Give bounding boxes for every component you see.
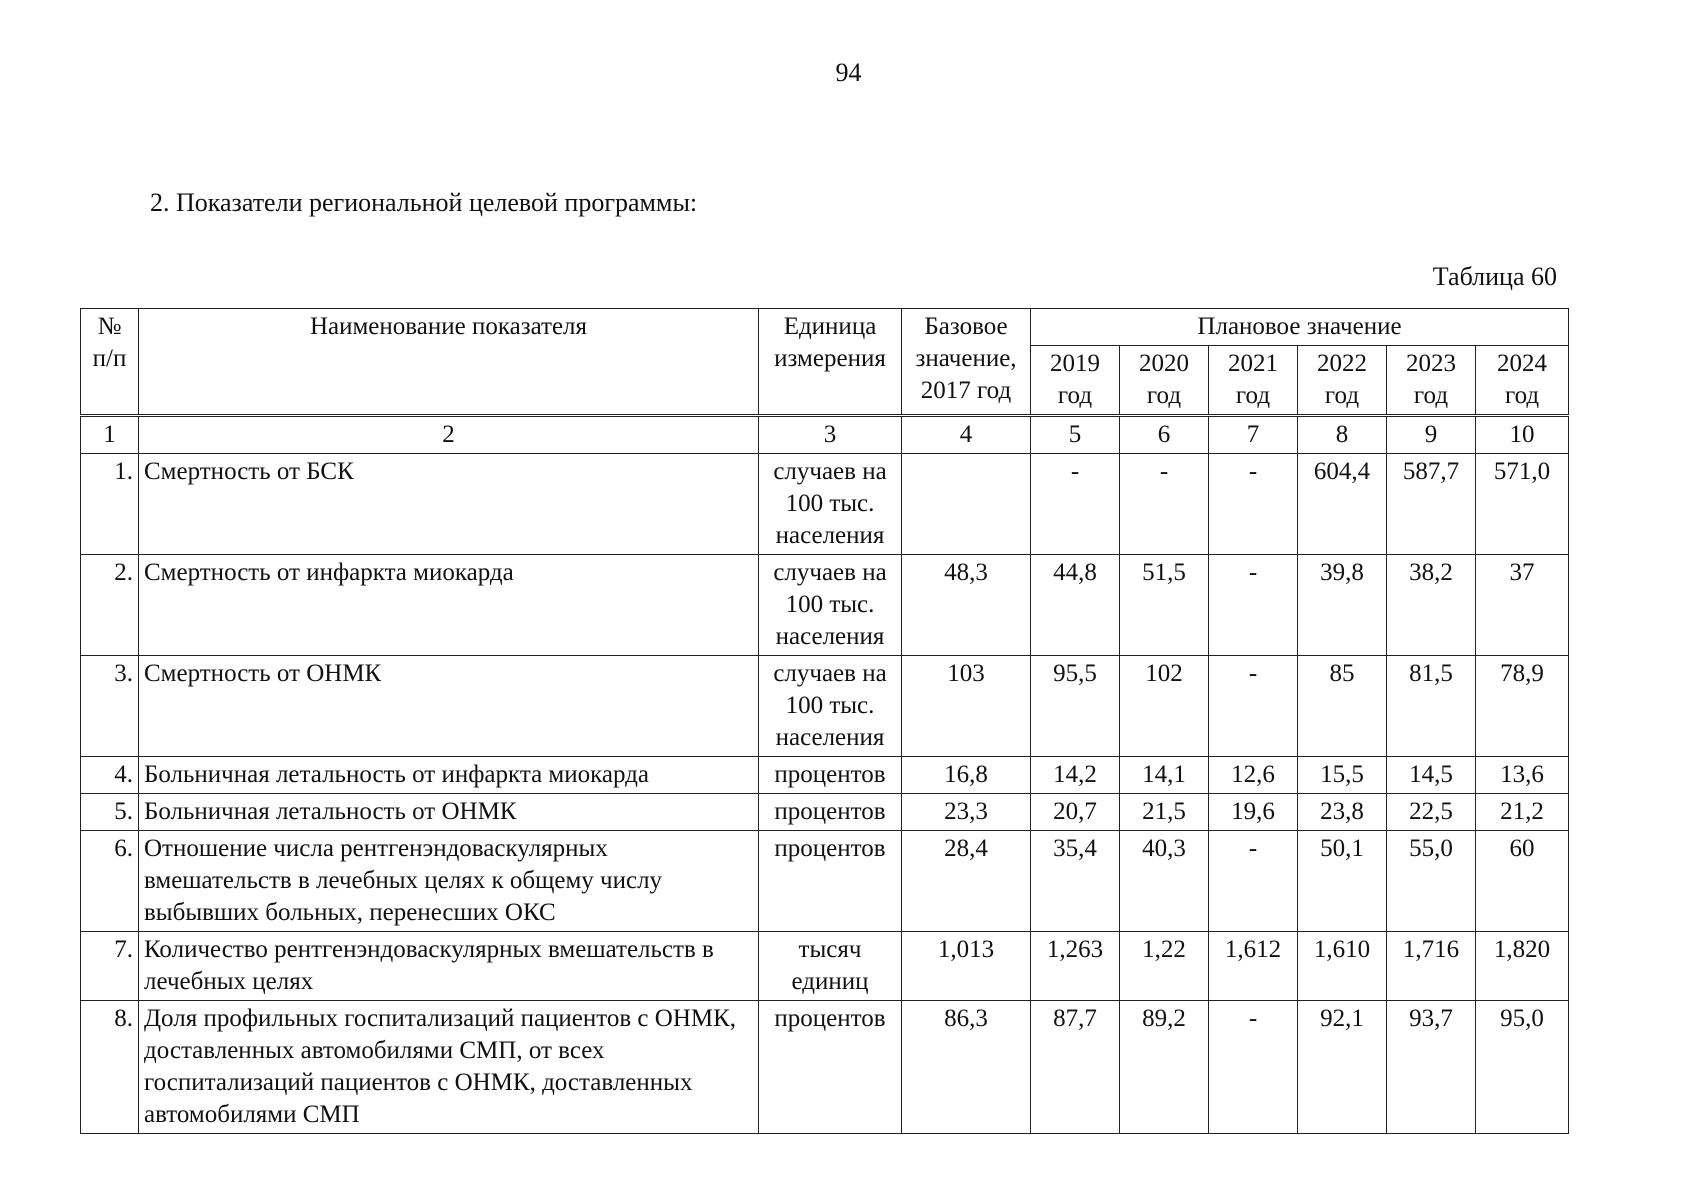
- value-2021: 1,612: [1209, 932, 1298, 1001]
- row-number: 2.: [81, 555, 139, 656]
- column-number: 4: [902, 416, 1031, 454]
- value-2024: 37: [1476, 555, 1569, 656]
- table-row: [81, 757, 1569, 794]
- value-2023: 14,5: [1387, 757, 1476, 794]
- value-2019: 35,4: [1031, 831, 1120, 932]
- value-2022: 23,8: [1298, 794, 1387, 831]
- value-2024: 78,9: [1476, 656, 1569, 757]
- header-year: 2024 год: [1476, 346, 1569, 416]
- row-number: 7.: [81, 932, 139, 1001]
- base-value: 103: [902, 656, 1031, 757]
- base-value: 16,8: [902, 757, 1031, 794]
- header-base: Базовое значение, 2017 год: [902, 309, 1031, 416]
- header-year: 2020 год: [1120, 346, 1209, 416]
- table-row: [81, 1001, 1569, 1134]
- column-number: 7: [1209, 416, 1298, 454]
- value-2022: 50,1: [1298, 831, 1387, 932]
- row-number: 4.: [81, 757, 139, 794]
- column-number: 10: [1476, 416, 1569, 454]
- table-row: [81, 555, 1569, 656]
- value-2021: -: [1209, 656, 1298, 757]
- value-2019: 87,7: [1031, 1001, 1120, 1134]
- value-2021: 12,6: [1209, 757, 1298, 794]
- value-2019: -: [1031, 454, 1120, 555]
- value-2020: -: [1120, 454, 1209, 555]
- column-number-row: [81, 416, 1569, 454]
- base-value: 1,013: [902, 932, 1031, 1001]
- value-2023: 55,0: [1387, 831, 1476, 932]
- unit: случаев на 100 тыс. населения: [759, 555, 902, 656]
- value-2019: 14,2: [1031, 757, 1120, 794]
- header-year: 2022 год: [1298, 346, 1387, 416]
- indicators-table: [80, 308, 1569, 1134]
- unit: тысяч единиц: [759, 932, 902, 1001]
- column-number: 3: [759, 416, 902, 454]
- unit: процентов: [759, 831, 902, 932]
- table-row: [81, 656, 1569, 757]
- base-value: 48,3: [902, 555, 1031, 656]
- header-row-1: [81, 309, 1569, 346]
- unit: случаев на 100 тыс. населения: [759, 454, 902, 555]
- row-number: 3.: [81, 656, 139, 757]
- base-value: 28,4: [902, 831, 1031, 932]
- value-2022: 604,4: [1298, 454, 1387, 555]
- value-2020: 40,3: [1120, 831, 1209, 932]
- indicator-name: Отношение числа рентгенэндоваскулярных вмешательств в лечебных целях к общему числу выбывших больных, перенесших ОКС: [139, 831, 759, 932]
- indicator-name: Смертность от ОНМК: [139, 656, 759, 757]
- value-2021: -: [1209, 454, 1298, 555]
- indicator-name: Количество рентгенэндоваскулярных вмешательств в лечебных целях: [139, 932, 759, 1001]
- value-2023: 587,7: [1387, 454, 1476, 555]
- page-number: 94: [835, 58, 862, 87]
- value-2023: 1,716: [1387, 932, 1476, 1001]
- value-2022: 39,8: [1298, 555, 1387, 656]
- header-year: 2019 год: [1031, 346, 1120, 416]
- unit: процентов: [759, 1001, 902, 1134]
- indicator-name: Смертность от инфаркта миокарда: [139, 555, 759, 656]
- column-number: 8: [1298, 416, 1387, 454]
- value-2020: 102: [1120, 656, 1209, 757]
- value-2023: 38,2: [1387, 555, 1476, 656]
- value-2022: 1,610: [1298, 932, 1387, 1001]
- unit: случаев на 100 тыс. населения: [759, 656, 902, 757]
- header-unit: Единица измерения: [759, 309, 902, 416]
- row-number: 5.: [81, 794, 139, 831]
- header-planned: Плановое значение: [1031, 309, 1569, 346]
- indicator-name: Смертность от БСК: [139, 454, 759, 555]
- value-2021: 19,6: [1209, 794, 1298, 831]
- row-number: 8.: [81, 1001, 139, 1134]
- header-name: Наименование показателя: [139, 309, 759, 416]
- unit: процентов: [759, 757, 902, 794]
- value-2019: 44,8: [1031, 555, 1120, 656]
- value-2020: 14,1: [1120, 757, 1209, 794]
- value-2022: 85: [1298, 656, 1387, 757]
- base-value: 86,3: [902, 1001, 1031, 1134]
- table-caption: Таблица 60: [1432, 262, 1557, 291]
- column-number: 2: [139, 416, 759, 454]
- value-2019: 1,263: [1031, 932, 1120, 1001]
- value-2019: 20,7: [1031, 794, 1120, 831]
- header-num: № п/п: [81, 309, 139, 416]
- column-number: 1: [81, 416, 139, 454]
- value-2024: 1,820: [1476, 932, 1569, 1001]
- header-year: 2023 год: [1387, 346, 1476, 416]
- table-row: [81, 794, 1569, 831]
- indicator-name: Больничная летальность от инфаркта миокарда: [139, 757, 759, 794]
- header-year: 2021 год: [1209, 346, 1298, 416]
- value-2024: 571,0: [1476, 454, 1569, 555]
- value-2020: 51,5: [1120, 555, 1209, 656]
- row-number: 1.: [81, 454, 139, 555]
- value-2020: 21,5: [1120, 794, 1209, 831]
- indicator-name: Больничная летальность от ОНМК: [139, 794, 759, 831]
- table-row: [81, 454, 1569, 555]
- base-value: 23,3: [902, 794, 1031, 831]
- unit: процентов: [759, 794, 902, 831]
- base-value: [902, 454, 1031, 555]
- section-title: 2. Показатели региональной целевой программы:: [150, 188, 698, 217]
- column-number: 5: [1031, 416, 1120, 454]
- value-2024: 13,6: [1476, 757, 1569, 794]
- value-2023: 93,7: [1387, 1001, 1476, 1134]
- value-2020: 1,22: [1120, 932, 1209, 1001]
- value-2023: 22,5: [1387, 794, 1476, 831]
- indicator-name: Доля профильных госпитализаций пациентов с ОНМК, доставленных автомобилями СМП, от всех госпитализаций пациентов с ОНМК, доставленных автомобилями СМП: [139, 1001, 759, 1134]
- value-2019: 95,5: [1031, 656, 1120, 757]
- table-row: [81, 932, 1569, 1001]
- value-2021: -: [1209, 1001, 1298, 1134]
- value-2020: 89,2: [1120, 1001, 1209, 1134]
- value-2022: 15,5: [1298, 757, 1387, 794]
- value-2023: 81,5: [1387, 656, 1476, 757]
- value-2022: 92,1: [1298, 1001, 1387, 1134]
- row-number: 6.: [81, 831, 139, 932]
- value-2021: -: [1209, 831, 1298, 932]
- column-number: 6: [1120, 416, 1209, 454]
- value-2024: 95,0: [1476, 1001, 1569, 1134]
- value-2024: 21,2: [1476, 794, 1569, 831]
- value-2024: 60: [1476, 831, 1569, 932]
- column-number: 9: [1387, 416, 1476, 454]
- value-2021: -: [1209, 555, 1298, 656]
- table-row: [81, 831, 1569, 932]
